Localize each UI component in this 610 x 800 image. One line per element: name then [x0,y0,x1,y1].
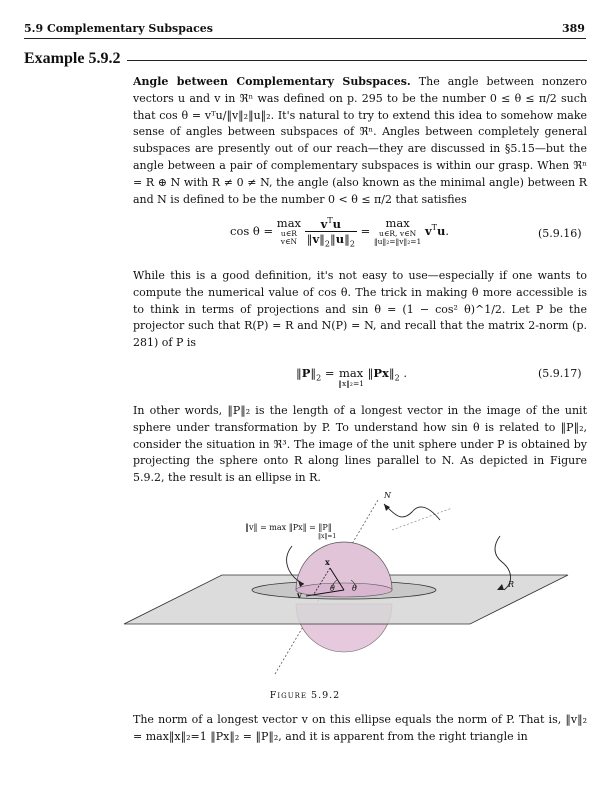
header-rule [24,38,586,39]
n-parallel-line [392,508,452,530]
figure-label-theta-1: θ [330,584,335,593]
figure-caption: Figure 5.9.2 [269,690,341,701]
figure-label-v: v [297,590,302,600]
equation-5-9-17: $‖P‖_2 = \max$ ‖x‖₂=1 $‖Px‖_2$ . [296,366,408,388]
paragraph-projector: While this is a good definition, it's not easy to use—especially if one wants to compute the numerical value of cos θ. The trick in making θ more accessible is to think in terms of projections and sin θ = (1 − cos² θ)^1/2. Let P be the projector such that R(P) = R and N(P) = N, and recall that the matrix 2-norm (p. 281) of P is [133,269,587,350]
figure-formula [245,523,332,532]
equation-label-5-9-16: (5.9.16) [538,227,582,240]
example-label: Example 5.9.2 [24,50,121,67]
figure-label-n: N [384,491,391,500]
figure-label-theta-2: θ [352,584,357,593]
n-label-arrow [384,504,440,520]
running-head-section: 5.9 Complementary Subspaces [24,22,213,35]
figure-label-r: R [508,580,515,589]
example-rule [127,60,587,61]
paragraph-unit-sphere: In other words, ‖P‖₂ is the length of a longest vector in the image of the unit sphere under transformation by P. To understand how sin θ is related to ‖P‖₂, consider the situation in ℜ³. The image of the unit sphere under P is obtained by projecting the sphere onto R along lines parallel to N. As depicted in Figure 5.9.2, the result is an ellipse in R. [133,404,587,485]
paragraph-text: The angle between nonzero vectors u and v in ℜⁿ was defined on p. 295 to be the number 0 ≤ θ ≤ π/2 such that cos θ = vᵀu/‖v‖₂‖u‖₂. It's natural to try to extend this idea to somehow make sense of angles between subspaces of ℜⁿ. Angles between completely general subspaces are presently out of our reach—they are discussed in §5.15—but the angle between a pair of complementary subspaces is within our grasp. When ℜⁿ = R ⊕ N with R ≠ 0 ≠ N, the angle (also known as the minimal angle) between R and N is defined to be the number 0 < θ ≤ π/2 that satisfies [133,75,587,206]
paragraph-title: Angle between Complementary Subspaces. [133,75,411,88]
figure-label-x: x [325,557,330,567]
equation-label-5-9-17: (5.9.17) [538,367,582,380]
paragraph-ellipse-norm: The norm of a longest vector v on this ellipse equals the norm of P. That is, ‖v‖₂ = max‖x‖₂=1 ‖Px‖₂ = ‖P‖₂, and it is apparent from the right triangle in [133,713,587,743]
n-label-arrowhead [384,504,390,511]
page-number: 389 [562,22,585,35]
figure-formula-text: ‖v‖ = max ‖Px‖ = ‖P‖ [245,523,332,532]
paragraph-angle-definition [133,74,587,208]
equation-5-9-16: cos θ = max u∈R v∈N $\frac{v^Tu}{‖v‖_2‖u‖_2}$ = max u∈R, v∈N ‖u‖₂=‖v‖₂=1 $v^Tu$. [230,216,450,249]
figure-5-9-2 [0,486,610,686]
figure-formula-sub: ‖x‖=1 [318,533,337,540]
